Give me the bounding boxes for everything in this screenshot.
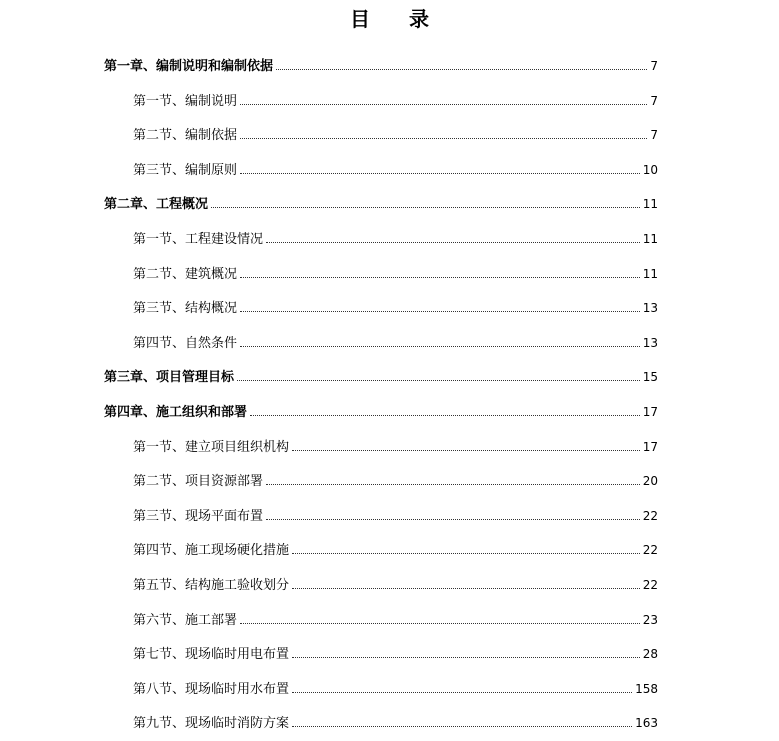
toc-entry[interactable]	[0, 395, 779, 430]
toc-entry-label: 第三章、项目管理目标	[104, 370, 235, 386]
toc-page-number: 7	[650, 59, 658, 73]
toc-page-number: 20	[642, 474, 658, 489]
toc-page-number: 17	[642, 439, 658, 454]
toc-entry[interactable]	[0, 706, 779, 741]
toc-entry-label: 第六节、施工部署	[133, 612, 238, 628]
toc-entry-label: 第七节、现场临时用电布置	[133, 647, 290, 663]
toc-page-number: 22	[642, 543, 658, 558]
toc-entry[interactable]	[0, 672, 779, 707]
toc-page-number: 163	[635, 716, 658, 731]
toc-page-number: 11	[642, 266, 658, 281]
toc-entry[interactable]	[0, 603, 779, 638]
toc-entry-label: 第一节、工程建设情况	[133, 231, 264, 247]
toc-dot-leader	[292, 439, 640, 451]
toc-entry-label: 第九节、现场临时消防方案	[133, 716, 290, 732]
toc-page-number: 7	[650, 93, 658, 108]
toc-dot-leader	[292, 646, 640, 658]
toc-entry-label: 第一节、编制说明	[133, 93, 238, 109]
toc-entry[interactable]	[0, 153, 779, 188]
toc-entry[interactable]	[0, 637, 779, 672]
toc-entry-label: 第二节、项目资源部署	[133, 474, 264, 490]
toc-entry-label: 第三节、现场平面布置	[133, 508, 264, 524]
document-title: 目 录	[350, 7, 445, 31]
toc-page-number: 22	[642, 508, 658, 523]
toc-dot-leader	[292, 681, 632, 693]
toc-page-number: 11	[642, 231, 658, 246]
toc-entry[interactable]	[0, 291, 779, 326]
toc-entry[interactable]	[0, 568, 779, 603]
toc-page-number: 158	[635, 681, 658, 696]
toc-dot-leader	[292, 542, 640, 554]
toc-entry-label: 第三节、编制原则	[133, 162, 238, 178]
toc-dot-leader	[250, 404, 640, 416]
toc-entry[interactable]	[0, 118, 779, 153]
toc-dot-leader	[292, 715, 632, 727]
toc-dot-leader	[240, 335, 640, 347]
toc-page-number: 13	[642, 301, 658, 316]
toc-dot-leader	[237, 369, 640, 381]
toc-dot-leader	[240, 162, 640, 174]
toc-dot-leader	[276, 58, 647, 70]
toc-page-number: 15	[642, 370, 658, 385]
table-of-contents	[0, 49, 779, 741]
toc-entry-label: 第三节、结构概况	[133, 301, 238, 317]
toc-entry-label: 第二章、工程概况	[104, 197, 209, 213]
toc-entry[interactable]	[0, 464, 779, 499]
toc-entry[interactable]	[0, 499, 779, 534]
toc-page-number: 28	[642, 647, 658, 662]
toc-page-number: 10	[642, 162, 658, 177]
toc-entry-label: 第四章、施工组织和部署	[104, 404, 248, 420]
toc-entry-label: 第一节、建立项目组织机构	[133, 439, 290, 455]
toc-entry-label: 第八节、现场临时用水布置	[133, 681, 290, 697]
toc-dot-leader	[240, 266, 640, 278]
toc-dot-leader	[292, 577, 640, 589]
toc-dot-leader	[266, 473, 640, 485]
toc-entry[interactable]	[0, 533, 779, 568]
toc-dot-leader	[211, 196, 640, 208]
toc-dot-leader	[240, 612, 640, 624]
toc-entry[interactable]	[0, 49, 779, 84]
toc-dot-leader	[240, 300, 640, 312]
toc-dot-leader	[266, 508, 640, 520]
toc-entry-label: 第一章、编制说明和编制依据	[104, 59, 274, 74]
toc-dot-leader	[266, 231, 640, 243]
toc-page-number: 17	[642, 404, 658, 419]
toc-dot-leader	[240, 127, 647, 139]
toc-entry-label: 第四节、自然条件	[133, 335, 238, 351]
toc-entry[interactable]	[0, 84, 779, 119]
toc-entry-label: 第二节、建筑概况	[133, 266, 238, 282]
toc-dot-leader	[240, 93, 647, 105]
toc-page-number: 7	[650, 128, 658, 143]
toc-entry[interactable]	[0, 326, 779, 361]
toc-entry[interactable]	[0, 257, 779, 292]
toc-page-number: 13	[642, 335, 658, 350]
toc-entry-label: 第二节、编制依据	[133, 128, 238, 144]
toc-entry-label: 第五节、结构施工验收划分	[133, 577, 290, 593]
toc-entry[interactable]	[0, 222, 779, 257]
toc-page-number: 22	[642, 577, 658, 592]
toc-entry[interactable]	[0, 187, 779, 222]
toc-entry-label: 第四节、施工现场硬化措施	[133, 543, 290, 559]
toc-page-number: 23	[642, 612, 658, 627]
toc-entry[interactable]	[0, 360, 779, 395]
toc-page-number: 11	[642, 197, 658, 212]
toc-entry[interactable]	[0, 430, 779, 465]
